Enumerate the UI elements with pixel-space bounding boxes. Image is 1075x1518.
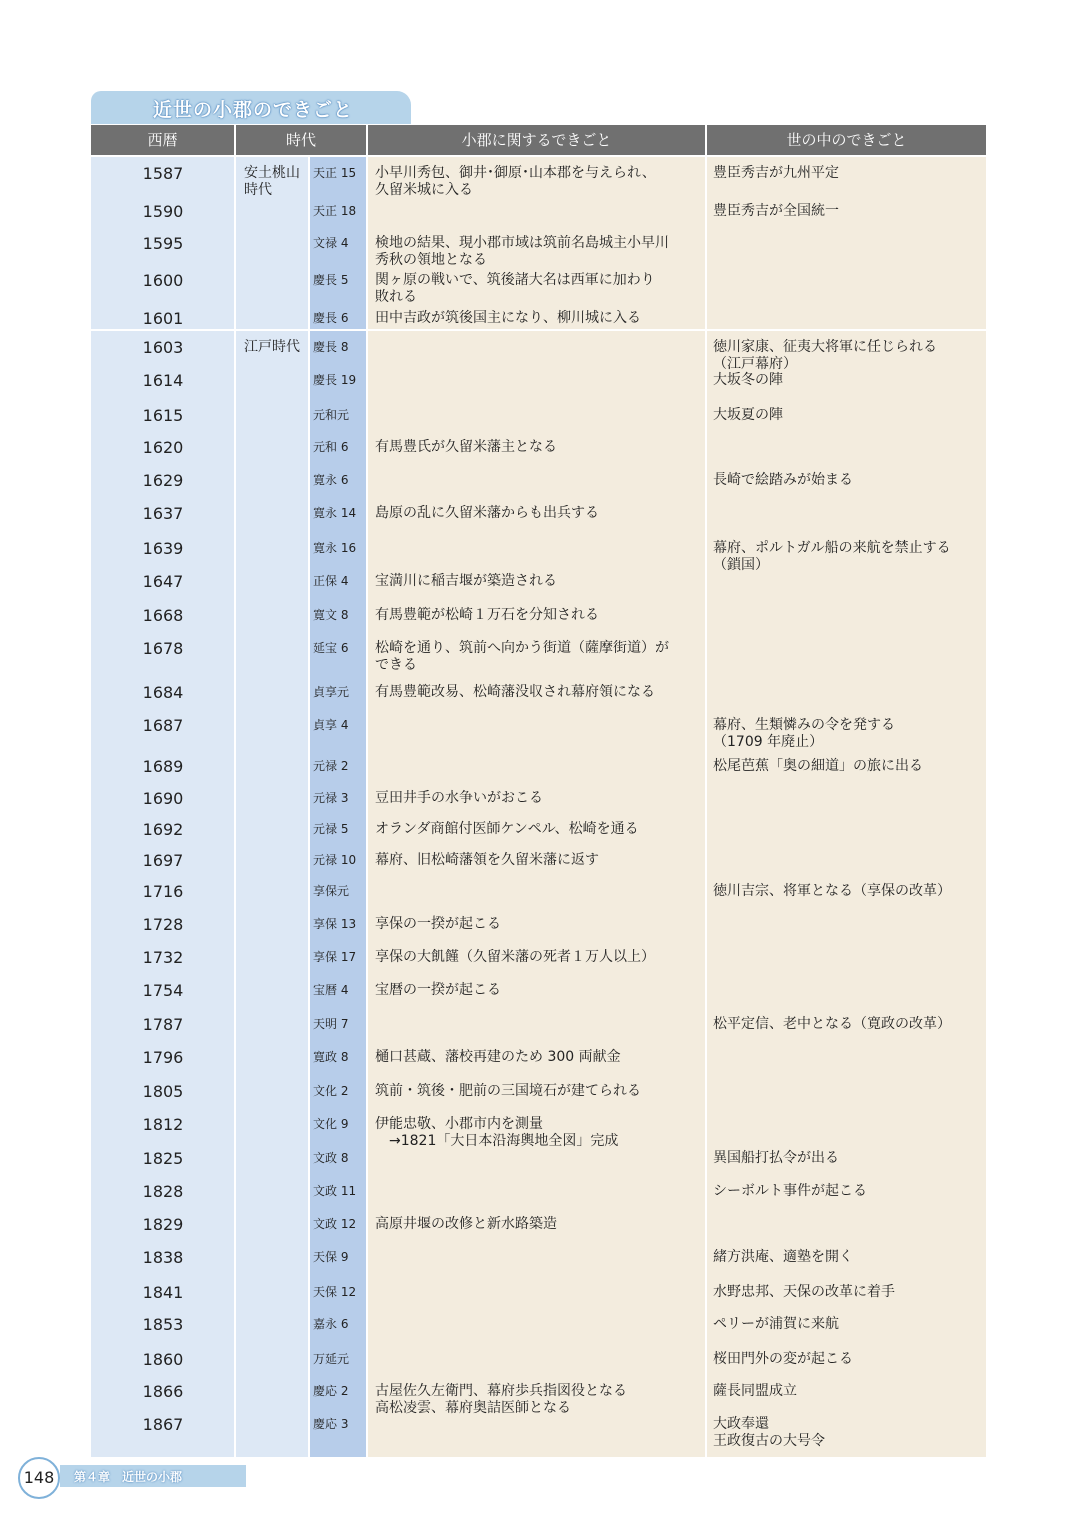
year-cell: 1690 <box>142 789 184 808</box>
year-cell: 1587 <box>142 164 184 183</box>
table-row <box>91 1415 986 1449</box>
local-event-cell: 樋口甚蔵、藩校再建のため 300 両献金 <box>375 1049 621 1065</box>
table-row <box>91 949 986 973</box>
table-row <box>91 1150 986 1174</box>
table-row <box>91 203 986 227</box>
era-cell: 元和 6 <box>313 440 349 454</box>
year-cell: 1595 <box>142 234 184 253</box>
table-row <box>91 982 986 1006</box>
year-cell: 1867 <box>142 1415 184 1434</box>
era-cell: 元禄 5 <box>313 822 349 836</box>
period-azuchi: 安土桃山 時代 <box>244 165 300 198</box>
year-cell: 1668 <box>142 606 184 625</box>
world-event-cell: 松尾芭蕉「奥の細道」の旅に出る <box>713 758 923 774</box>
year-cell: 1787 <box>142 1015 184 1034</box>
local-event-cell: 豆田井手の水争いがおこる <box>375 790 543 806</box>
world-event-cell: 異国船打払令が出る <box>713 1150 839 1166</box>
table-row <box>91 271 986 305</box>
era-cell: 元和元 <box>313 408 350 422</box>
world-event-cell: ペリーが浦賀に来航 <box>713 1316 839 1332</box>
era-cell: 宝暦 4 <box>313 983 349 997</box>
era-cell: 万延元 <box>313 1352 350 1366</box>
era-cell: 寛永 16 <box>313 541 357 555</box>
world-event-cell: 桜田門外の変が起こる <box>713 1351 853 1367</box>
era-cell: 元禄 10 <box>313 853 357 867</box>
local-event-cell: 田中吉政が筑後国主になり、柳川城に入る <box>375 310 641 326</box>
era-cell: 天正 15 <box>313 166 357 180</box>
footer-chapter-bar <box>60 1465 246 1487</box>
world-event-cell: 徳川吉宗、将軍となる（享保の改革） <box>713 883 951 899</box>
table-row <box>91 1351 986 1375</box>
era-cell: 貞享 4 <box>313 718 349 732</box>
local-event-cell: 小早川秀包、御井･御原･山本郡を与えられ、 久留米城に入る <box>375 165 656 198</box>
table-row <box>91 439 986 463</box>
local-event-cell: 有馬豊範が松崎１万石を分知される <box>375 607 599 623</box>
world-event-cell: 水野忠邦、天保の改革に着手 <box>713 1284 895 1300</box>
world-event-cell: 豊臣秀吉が全国統一 <box>713 203 839 219</box>
table-row <box>91 407 986 431</box>
table-row <box>91 1316 986 1340</box>
era-cell: 元禄 2 <box>313 759 349 773</box>
era-cell: 文化 9 <box>313 1117 349 1131</box>
header-period: 時代 <box>236 125 366 155</box>
header-year: 西暦 <box>91 125 234 155</box>
era-cell: 文政 11 <box>313 1184 357 1198</box>
table-row <box>91 372 986 396</box>
table-row <box>91 1183 986 1207</box>
year-cell: 1684 <box>142 683 184 702</box>
year-cell: 1805 <box>142 1082 184 1101</box>
year-cell: 1716 <box>142 882 184 901</box>
table-row <box>91 1115 986 1149</box>
year-cell: 1615 <box>142 406 184 425</box>
year-cell: 1647 <box>142 572 184 591</box>
world-event-cell: 大政奉還 王政復古の大号令 <box>713 1416 825 1449</box>
local-event-cell: 伊能忠敬、小郡市内を測量 →1821「大日本沿海輿地全図」完成 <box>375 1116 619 1149</box>
page-number-badge <box>18 1457 60 1499</box>
table-row <box>91 883 986 907</box>
era-cell: 寛文 8 <box>313 608 349 622</box>
table-row <box>91 539 986 573</box>
local-event-cell: 有馬豊氏が久留米藩主となる <box>375 439 557 455</box>
table-row <box>91 164 986 198</box>
era-cell: 嘉永 6 <box>313 1317 349 1331</box>
era-cell: 慶長 5 <box>313 273 349 287</box>
world-event-cell: 豊臣秀吉が九州平定 <box>713 165 839 181</box>
era-cell: 享保元 <box>313 884 350 898</box>
world-event-cell: 薩長同盟成立 <box>713 1383 797 1399</box>
year-cell: 1838 <box>142 1248 184 1267</box>
table-row <box>91 758 986 782</box>
world-event-cell: 徳川家康、征夷大将軍に任じられる （江戸幕府） <box>713 339 937 372</box>
year-cell: 1614 <box>142 371 184 390</box>
year-cell: 1853 <box>142 1315 184 1334</box>
year-cell: 1678 <box>142 639 184 658</box>
year-cell: 1687 <box>142 716 184 735</box>
era-cell: 寛永 6 <box>313 473 349 487</box>
world-event-cell: 大坂夏の陣 <box>713 407 783 423</box>
table-row <box>91 1016 986 1040</box>
year-cell: 1689 <box>142 757 184 776</box>
table-row <box>91 790 986 814</box>
year-cell: 1860 <box>142 1350 184 1369</box>
local-event-cell: 島原の乱に久留米藩からも出兵する <box>375 505 599 521</box>
year-cell: 1590 <box>142 202 184 221</box>
period-edo: 江戸時代 <box>244 339 300 355</box>
era-cell: 天明 7 <box>313 1017 349 1031</box>
local-event-cell: 古屋佐久左衛門、幕府歩兵指図役となる 高松凌雲、幕府奥詰医師となる <box>375 1383 627 1416</box>
local-event-cell: 宝満川に稲吉堰が築造される <box>375 573 557 589</box>
table-row <box>91 505 986 529</box>
era-cell: 正保 4 <box>313 574 349 588</box>
local-event-cell: 検地の結果、現小郡市域は筑前名島城主小早川 秀秋の領地となる <box>375 235 669 268</box>
era-cell: 寛永 14 <box>313 506 357 520</box>
table-row <box>91 852 986 876</box>
table-row <box>91 607 986 631</box>
header-local: 小郡に関するできごと <box>368 125 705 155</box>
local-event-cell: 宝暦の一揆が起こる <box>375 982 501 998</box>
local-event-cell: 高原井堰の改修と新水路築造 <box>375 1216 557 1232</box>
table-row <box>91 716 986 750</box>
era-cell: 享保 17 <box>313 950 357 964</box>
local-event-cell: オランダ商館付医師ケンペル、松崎を通る <box>375 821 639 837</box>
year-cell: 1637 <box>142 504 184 523</box>
era-cell: 天保 12 <box>313 1285 357 1299</box>
year-cell: 1828 <box>142 1182 184 1201</box>
world-event-cell: 緒方洪庵、適塾を開く <box>713 1249 853 1265</box>
local-event-cell: 幕府、旧松崎藩領を久留米藩に返す <box>375 852 599 868</box>
world-event-cell: 長崎で絵踏みが始まる <box>713 472 853 488</box>
year-cell: 1841 <box>142 1283 184 1302</box>
year-cell: 1866 <box>142 1382 184 1401</box>
world-event-cell: 幕府、生類憐みの令を発する （1709 年廃止） <box>713 717 895 750</box>
table-row <box>91 821 986 845</box>
local-event-cell: 松崎を通り、筑前へ向かう街道（薩摩街道）が できる <box>375 640 669 673</box>
year-cell: 1825 <box>142 1149 184 1168</box>
table-row <box>91 1284 986 1308</box>
local-event-cell: 筑前・筑後・肥前の三国境石が建てられる <box>375 1083 641 1099</box>
footer-chapter: 第４章 近世の小郡 <box>74 1470 183 1484</box>
table-row <box>91 1382 986 1416</box>
table-row <box>91 1083 986 1107</box>
era-cell: 元禄 3 <box>313 791 349 805</box>
era-cell: 文化 2 <box>313 1084 349 1098</box>
table-row <box>91 234 986 268</box>
world-event-cell: 松平定信、老中となる（寛政の改革） <box>713 1016 951 1032</box>
table-row <box>91 684 986 708</box>
world-event-cell: 大坂冬の陣 <box>713 372 783 388</box>
table-row <box>91 1216 986 1240</box>
year-cell: 1754 <box>142 981 184 1000</box>
era-cell: 延宝 6 <box>313 641 349 655</box>
table-row <box>91 1049 986 1073</box>
year-cell: 1812 <box>142 1115 184 1134</box>
table-row <box>91 639 986 673</box>
local-event-cell: 享保の大飢饉（久留米藩の死者１万人以上） <box>375 949 655 965</box>
header-world: 世の中のできごと <box>707 125 986 155</box>
section-title-tab <box>91 91 411 124</box>
year-cell: 1692 <box>142 820 184 839</box>
era-cell: 文政 12 <box>313 1217 357 1231</box>
year-cell: 1620 <box>142 438 184 457</box>
world-event-cell: シーボルト事件が起こる <box>713 1183 867 1199</box>
table-row <box>91 310 986 334</box>
year-cell: 1601 <box>142 309 184 328</box>
era-cell: 天正 18 <box>313 204 357 218</box>
table-row <box>91 573 986 597</box>
year-cell: 1603 <box>142 338 184 357</box>
table-row <box>91 1249 986 1273</box>
year-cell: 1639 <box>142 539 184 558</box>
era-cell: 慶長 19 <box>313 373 357 387</box>
year-cell: 1796 <box>142 1048 184 1067</box>
era-cell: 天保 9 <box>313 1250 349 1264</box>
era-cell: 貞享元 <box>313 685 350 699</box>
era-cell: 文禄 4 <box>313 236 349 250</box>
page-title: 近世の小郡のできごと <box>153 99 354 121</box>
era-cell: 享保 13 <box>313 917 357 931</box>
local-event-cell: 関ヶ原の戦いで、筑後諸大名は西軍に加わり 敗れる <box>375 272 655 305</box>
era-cell: 慶応 3 <box>313 1417 349 1431</box>
era-cell: 慶長 8 <box>313 340 349 354</box>
year-cell: 1732 <box>142 948 184 967</box>
era-cell: 文政 8 <box>313 1151 349 1165</box>
era-cell: 慶長 6 <box>313 311 349 325</box>
page-number: 148 <box>23 1468 55 1487</box>
year-cell: 1697 <box>142 851 184 870</box>
era-cell: 寛政 8 <box>313 1050 349 1064</box>
year-cell: 1629 <box>142 471 184 490</box>
table-row <box>91 472 986 496</box>
table-row <box>91 338 986 372</box>
local-event-cell: 享保の一揆が起こる <box>375 916 501 932</box>
year-cell: 1600 <box>142 271 184 290</box>
local-event-cell: 有馬豊範改易、松崎藩没収され幕府領になる <box>375 684 655 700</box>
world-event-cell: 幕府、ポルトガル船の来航を禁止する （鎖国） <box>713 540 951 573</box>
table-row <box>91 916 986 940</box>
year-cell: 1829 <box>142 1215 184 1234</box>
year-cell: 1728 <box>142 915 184 934</box>
era-cell: 慶応 2 <box>313 1384 349 1398</box>
